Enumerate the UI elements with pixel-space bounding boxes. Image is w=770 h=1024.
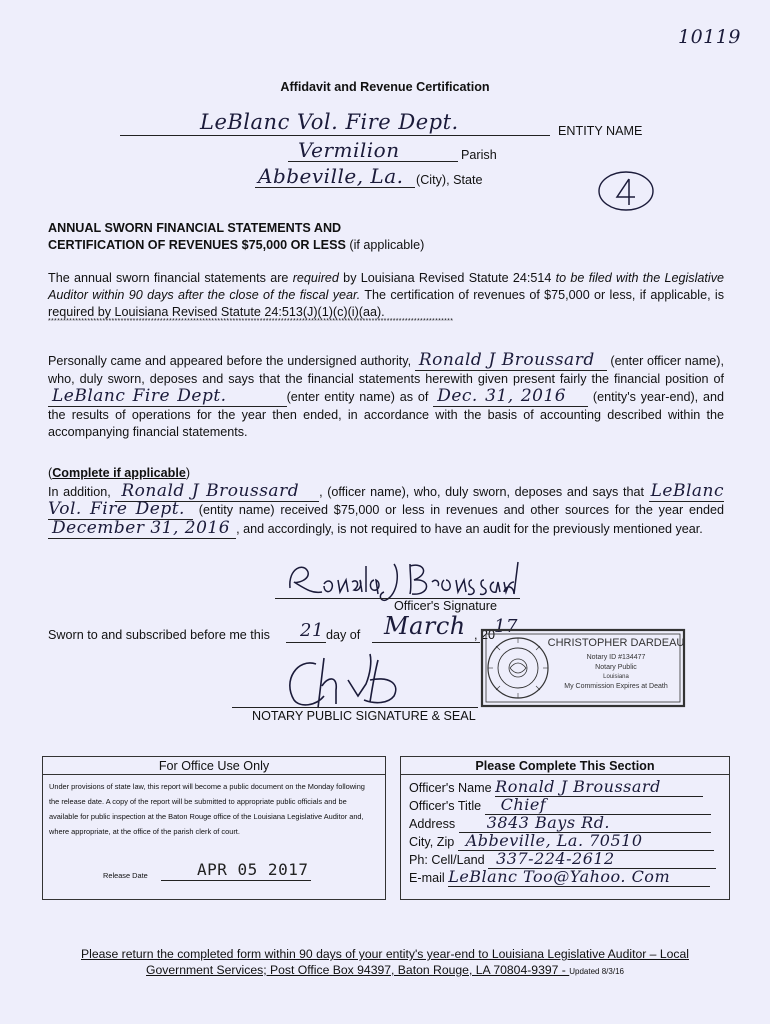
affidavit-paragraph <box>48 352 724 442</box>
handwritten-page-number: 10119 <box>678 26 741 48</box>
svg-text:Notary Public: Notary Public <box>595 664 637 671</box>
release-date-value: APR 05 2017 <box>197 860 309 879</box>
affidavit-officer-name: Ronald J Broussard <box>415 350 607 371</box>
complete-officer-name: Ronald J Broussard <box>115 481 319 502</box>
section-heading-line2-bold: CERTIFICATION OF REVENUES $75,000 OR LESS <box>48 238 346 252</box>
contact-row-city-zip <box>409 831 729 849</box>
footer-line2-text: Government Services; Post Office Box 94397, Baton Rouge, LA 70804-9397 - <box>146 963 570 977</box>
sworn-text-1: Sworn to and subscribed before me this <box>48 628 270 642</box>
address-label: Address <box>409 817 456 831</box>
contact-row-name <box>409 777 729 795</box>
parish-label: Parish <box>461 148 497 162</box>
entity-name-value: LeBlanc Vol. Fire Dept. <box>200 110 459 134</box>
affidavit-text-3: (enter entity name) as of <box>286 390 434 404</box>
affidavit-text-2: (enter officer name), who, duly sworn, deposes and says that the financial statements herewith given present fairly the financial position of <box>48 354 724 386</box>
section-heading-line2 <box>48 237 424 254</box>
office-use-box <box>42 756 386 900</box>
complete-text-1: In addition, <box>48 484 116 499</box>
complete-heading: Complete if applicable <box>52 466 186 480</box>
complete-text-2: , (officer name), who, duly sworn, deposes and says that <box>319 484 649 499</box>
phone-label: Ph: Cell/Land <box>409 853 485 867</box>
officer-name-value: Ronald J Broussard <box>495 777 703 797</box>
contact-box-title: Please Complete This Section <box>401 757 729 775</box>
affidavit-text-4: (entity's year-end), and the results of operations for the year then ended, in accordance with the basis of accounting described within the accompanying financial statements. <box>48 390 724 439</box>
office-use-body: Under provisions of state law, this report will become a public document on the Monday following the release date. A copy of the report will be submitted to appropriate public officials and be available for public inspection at the Baton Rouge office of the Louisiana Legislative Auditor and, where appropriate, at the office of the parish clerk of court. <box>49 782 365 836</box>
parish-line <box>288 161 458 162</box>
sworn-day-line <box>286 642 326 643</box>
sworn-day-value: 21 <box>300 620 324 641</box>
release-date-line <box>161 880 311 881</box>
office-use-title: For Office Use Only <box>43 757 385 775</box>
footer <box>0 946 770 980</box>
release-date-label: Release Date <box>103 871 148 880</box>
affidavit-year-end: Dec. 31, 2016 <box>433 386 588 407</box>
contact-rows <box>401 775 729 885</box>
parish-value: Vermilion <box>298 138 400 162</box>
svg-text:Louisiana: Louisiana <box>603 674 629 680</box>
contact-row-phone <box>409 849 729 867</box>
section-heading-line1: ANNUAL SWORN FINANCIAL STATEMENTS AND <box>48 221 342 235</box>
city-value: Abbeville, La. <box>258 164 404 188</box>
notary-stamp <box>480 628 686 708</box>
city-label: (City), State <box>416 173 483 187</box>
entity-name-line <box>120 135 550 136</box>
contact-box <box>400 756 730 900</box>
complete-heading-open-paren: ( <box>48 466 53 480</box>
svg-text:My Commission Expires at Death: My Commission Expires at Death <box>564 683 668 690</box>
notary-signature-label: NOTARY PUBLIC SIGNATURE & SEAL <box>252 709 476 723</box>
footer-line1: Please return the completed form within 90 days of your entity's year-end to Louisiana Legislative Auditor – Local <box>81 947 689 961</box>
complete-heading-close-paren: ) <box>185 466 191 480</box>
complete-text-4: , and accordingly, is not required to have an audit for the previously mentioned year. <box>236 521 703 536</box>
address-value: 3843 Bays Rd. <box>459 813 711 833</box>
intro-text-1: The annual sworn financial statements are <box>48 271 293 285</box>
intro-paragraph <box>48 270 724 321</box>
affidavit-text-1: Personally came and appeared before the undersigned authority, <box>48 354 415 368</box>
intro-text-4: The certification of revenues of $75,000 or less, if applicable, is required by Louisiana Revised Statute 24:513(J)(1)(c)(i)(aa). <box>48 288 724 319</box>
intro-text-3: to be filed with the Legislative Auditor within 90 days after the close of the fiscal year. <box>48 271 724 302</box>
email-label: E-mail <box>409 871 445 885</box>
svg-text:CHRISTOPHER DARDEAU: CHRISTOPHER DARDEAU <box>547 637 685 649</box>
circled-number-4 <box>596 170 656 214</box>
notary-signature <box>278 650 438 712</box>
complete-text-3: (entity name) received $75,000 or less in revenues and other sources for the year ended <box>192 503 725 517</box>
sworn-text-2: day of <box>326 628 361 642</box>
footer-updated: Updated 8/3/16 <box>569 967 624 976</box>
officer-title-label: Officer's Title <box>409 799 482 813</box>
officer-name-label: Officer's Name <box>409 781 492 795</box>
complete-if-applicable-paragraph <box>48 465 724 538</box>
city-zip-label: City, Zip <box>409 835 455 849</box>
sworn-year-value: 17 <box>494 616 518 637</box>
form-title: Affidavit and Revenue Certification <box>280 80 490 94</box>
entity-name-label: ENTITY NAME <box>558 124 643 138</box>
phone-value: 337-224-2612 <box>488 849 716 869</box>
city-line <box>255 187 415 188</box>
footer-line2 <box>0 962 770 980</box>
sworn-text-3: , 20 <box>474 628 496 642</box>
complete-year-end: December 31, 2016 <box>48 518 236 539</box>
intro-text-2: by Louisiana Revised Statute 24:514 <box>338 271 556 285</box>
intro-required: required <box>292 271 339 285</box>
svg-text:Notary ID #134477: Notary ID #134477 <box>586 654 646 661</box>
complete-entity-name: LeBlanc Vol. Fire Dept. <box>48 480 724 519</box>
sworn-month-value: March <box>384 612 466 640</box>
officer-title-value: Chief <box>485 795 711 815</box>
email-value: LeBlanc Too@Yahoo. Com <box>448 867 710 887</box>
affidavit-entity-name: LeBlanc Fire Dept. <box>48 386 287 407</box>
contact-row-email <box>409 867 729 885</box>
asterisk-divider: ************************************************************************************************************************************** <box>48 318 454 325</box>
sworn-month-line <box>372 642 480 643</box>
officer-signature-label: Officer's Signature <box>394 599 497 613</box>
contact-row-address <box>409 813 729 831</box>
city-zip-value: Abbeville, La. 70510 <box>458 831 714 851</box>
section-heading-suffix: (if applicable) <box>345 238 425 252</box>
contact-row-title <box>409 795 729 813</box>
